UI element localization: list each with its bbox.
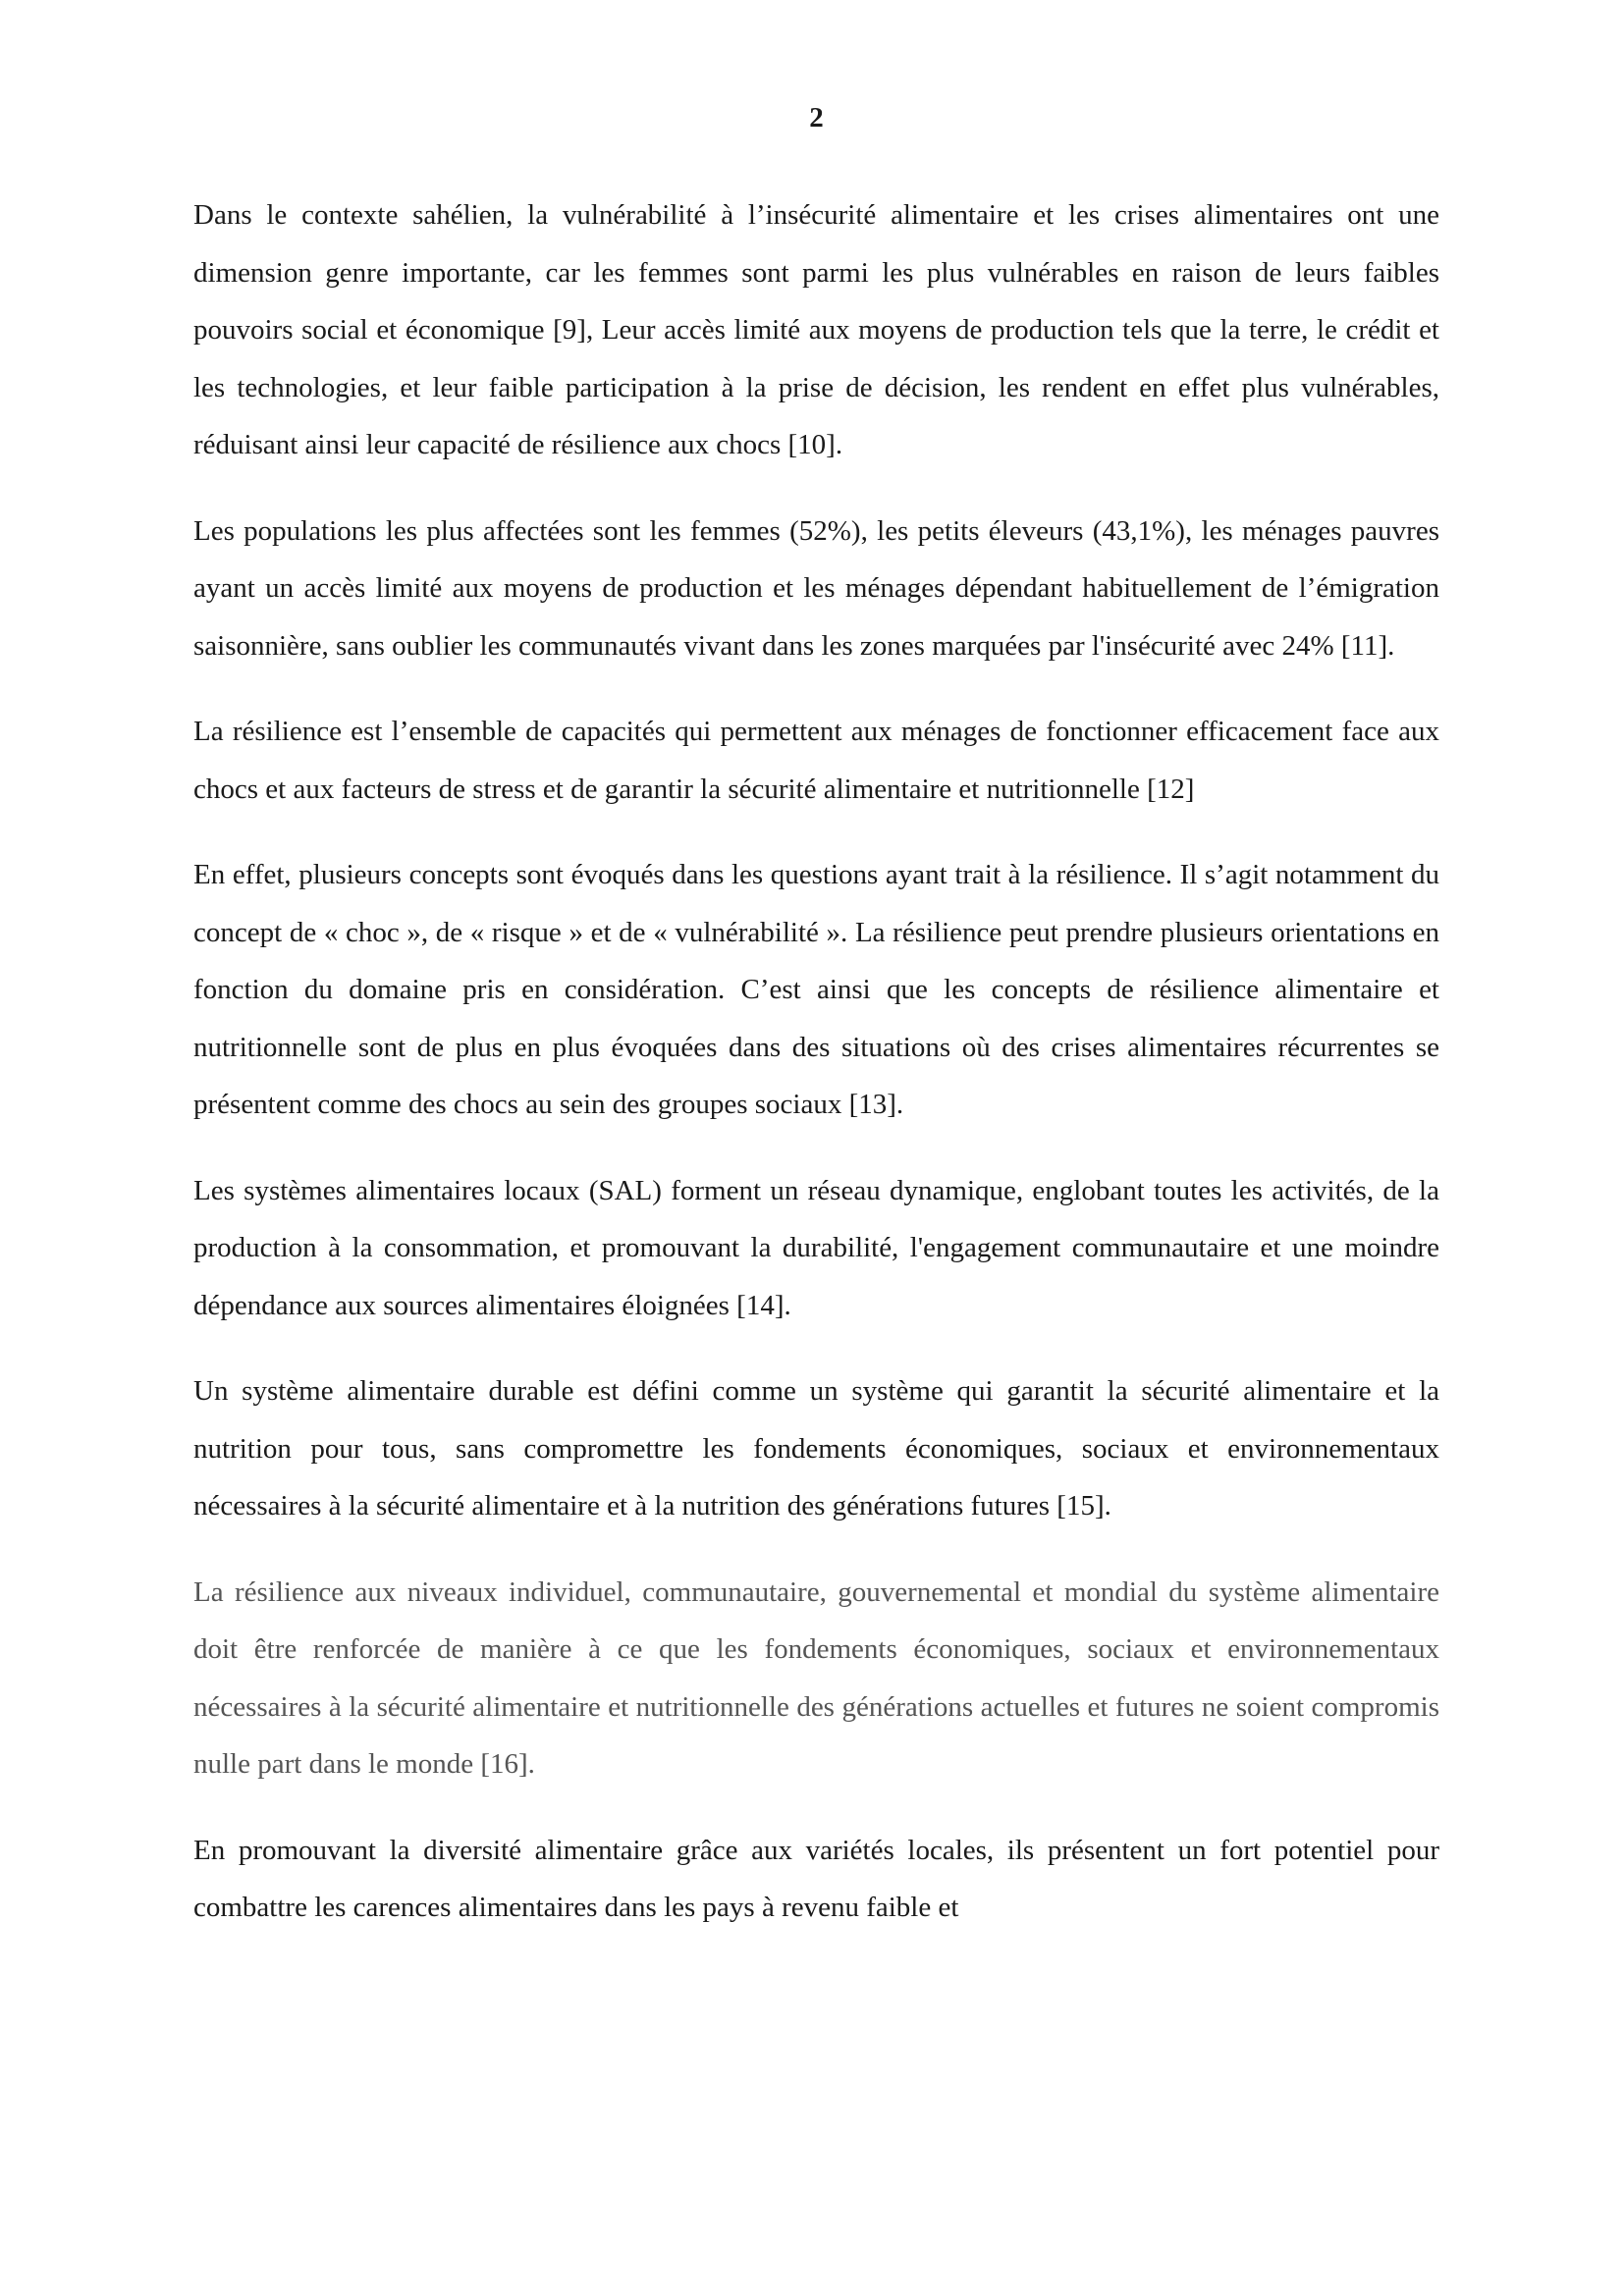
paragraph-gender-vulnerability: Dans le contexte sahélien, la vulnérabilité à l’insécurité alimentaire et les crises alimentaires ont une dimension genre importante, car les femmes sont parmi les plus vulnérables en raison de leurs faibles pouvoirs social et économique [9], Leur accès limité aux moyens de production tels que la terre, le crédit et les technologies, et leur faible participation à la prise de décision, les rendent en effet plus vulnérables, réduisant ainsi leur capacité de résilience aux chocs [10]. — [193, 199, 1439, 460]
paragraph-resilience-definition: La résilience est l’ensemble de capacités qui permettent aux ménages de fonctionner efficacement face aux chocs et aux facteurs de stress et de garantir la sécurité alimentaire et nutritionnelle [12] — [193, 716, 1439, 805]
paragraph-resilience-levels: La résilience aux niveaux individuel, communautaire, gouvernemental et mondial du système alimentaire doit être renforcée de manière à ce que les fondements économiques, sociaux et environnementaux nécessaires à la sécurité alimentaire et nutritionnelle des générations actuelles et futures ne soient compromis nulle part dans le monde [16]. — [193, 1575, 1439, 1780]
paragraph-food-diversity: En promouvant la diversité alimentaire grâce aux variétés locales, ils présentent un fort potentiel pour combattre les carences alimentaires dans les pays à revenu faible et — [193, 1834, 1439, 1923]
page-number: 2 — [809, 102, 824, 133]
paragraph-resilience-concepts: En effet, plusieurs concepts sont évoqués dans les questions ayant trait à la résilience. Il s’agit notamment du concept de « choc », de « risque » et de « vulnérabilité ». La résilience peut prendre plusieurs orientations en fonction du domaine pris en considération. C’est ainsi que les concepts de résilience alimentaire et nutritionnelle sont de plus en plus évoquées dans des situations où des crises alimentaires récurrentes se présentent comme des chocs au sein des groupes sociaux [13]. — [193, 859, 1439, 1120]
paragraph-sustainable-food-system: Un système alimentaire durable est défini comme un système qui garantit la sécurité alimentaire et la nutrition pour tous, sans compromettre les fondements économiques, sociaux et environnementaux nécessaires à la sécurité alimentaire et à la nutrition des générations futures [15]. — [193, 1375, 1439, 1522]
paragraph-local-food-systems: Les systèmes alimentaires locaux (SAL) forment un réseau dynamique, englobant toutes les activités, de la production à la consommation, et promouvant la durabilité, l'engagement communautaire et une moindre dépendance aux sources alimentaires éloignées [14]. — [193, 1174, 1439, 1321]
paragraph-affected-populations: Les populations les plus affectées sont les femmes (52%), les petits éleveurs (43,1%), les ménages pauvres ayant un accès limité aux moyens de production et les ménages dépendant habituellement de l’émigration saisonnière, sans oublier les communautés vivant dans les zones marquées par l'insécurité avec 24% [11]. — [193, 514, 1439, 662]
